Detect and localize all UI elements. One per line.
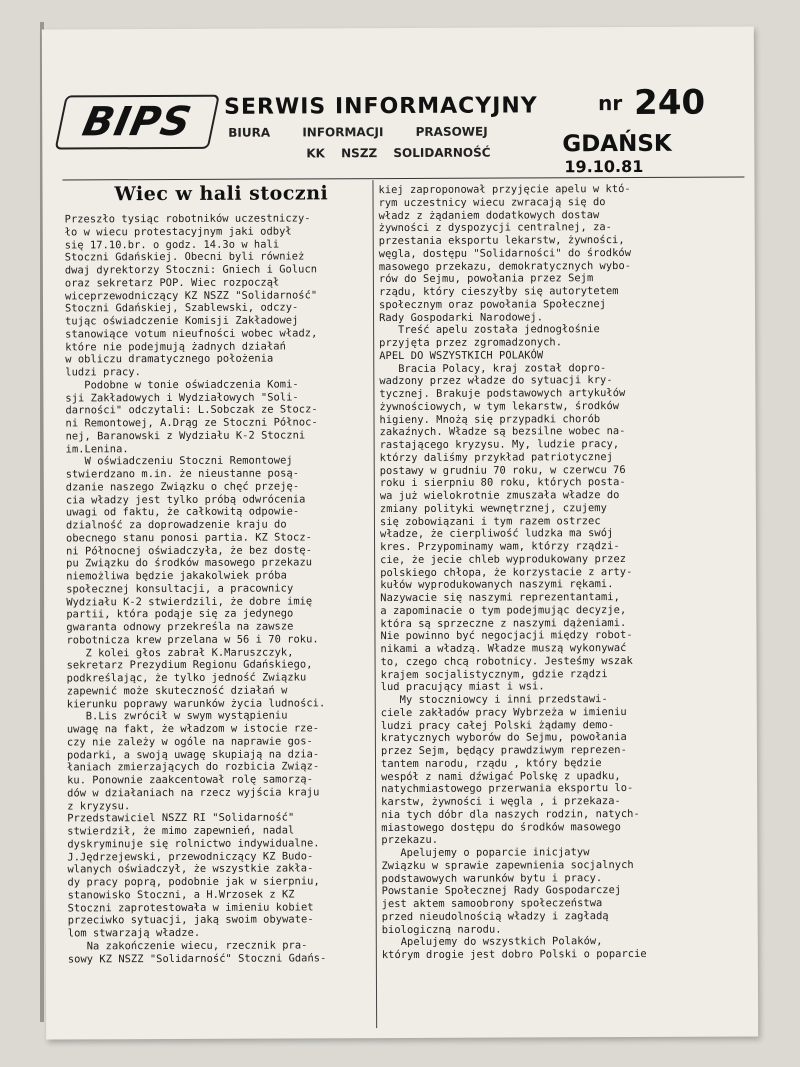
article-line: dy pracy poprą, podobnie jak w sierpniu, <box>67 875 320 889</box>
article-line: stanowisko Stoczni, a H.Wrzosek z KZ <box>67 888 295 902</box>
article-line: kułów wyprodukowanych naszymi rękami. <box>380 578 614 592</box>
article-line: zapewnić może skuteczność działań w <box>66 684 288 698</box>
masthead-title: SERWIS INFORMACYJNY <box>224 93 538 120</box>
article-line: ludzi pracy. <box>65 366 141 379</box>
article-line: tując oświadczenie Komisji Zakładowej <box>65 314 299 328</box>
article-line: oraz sekretarz POP. Wiec rozpoczął <box>64 276 280 290</box>
article-line: ku. Ponownie zaakcentował rolę samorzą- <box>67 773 314 787</box>
article-line: polskiego chłopa, że korzystacie z arty- <box>380 565 633 579</box>
article-line: żywności z dyspozycji centralnej, za- <box>378 221 613 235</box>
article-line: nikami a władzą. Władze muszą wykonywać <box>380 642 627 656</box>
article-line: Stoczni Gdańskiej, Szablewski, odczy- <box>64 301 299 315</box>
article-line: sekretarz Prezydium Regionu Gdańskiego, <box>66 658 313 672</box>
article-line: nia tych dóbr dla naszych rodzin, natych- <box>381 807 640 821</box>
article-line: Na zakończenie wiecu, rzecznik pra- <box>67 939 308 953</box>
article-line: jest aktem samoobrony społeczeństwa <box>381 897 603 911</box>
article-line: stwierdzano m.in. że nieustanne posą- <box>65 467 300 481</box>
article-line: uwagę na fakt, że władzom w istocie rze- <box>66 722 320 736</box>
article-line: Podobne w tonie oświadczenia Komi- <box>65 378 299 392</box>
article-line: sji Zakładowych i Wydziałowych "Soli- <box>65 390 299 404</box>
article-line: węgla, dostępu "Solidarności" do środków <box>378 246 632 260</box>
article-line: miastowego dostępu do środków masowego <box>381 820 621 834</box>
article-line: podkreślając, że tylko jedność Związku <box>66 671 307 685</box>
article-line: społecznym oraz powołania Społecznej <box>378 297 607 311</box>
article-line: niemożliwa będzie jakakolwiek próba <box>66 569 287 583</box>
article-line: zakaźnych. Władze są bezsilne wobec na- <box>379 425 626 439</box>
article-line: rów do Sejmu, powołania przez Sejm <box>378 272 594 286</box>
article-line: roku i sierpniu 80 roku, których posta- <box>379 476 626 490</box>
article-line: dyskryminuje się rolnictwo indywidualne. <box>67 837 320 851</box>
article-line: tantem narodu, rządu , który będzie <box>380 756 602 770</box>
article-line: którym drogie jest dobro Polski o poparcie <box>381 947 647 962</box>
article-line: przeciwko sytuacji, jaką swoim obywate- <box>67 913 314 927</box>
article-line: W oświadczeniu Stoczni Remontowej <box>65 454 293 468</box>
article-line: w obliczu dramatycznego położenia <box>65 352 274 366</box>
article-line: natychmiastowego przerwania eksportu lo- <box>381 782 634 796</box>
article-line: cie, że jecie chleb wyprodukowany przez <box>380 552 627 566</box>
article-line: Treść apelu została jednogłośnie <box>379 323 600 337</box>
article-headline: Wiec w hali stoczni <box>114 182 329 206</box>
article-line: wespół z nami dźwigać Polskę z upadku, <box>381 769 621 783</box>
article-line: wiceprzewodniczący KZ NSZZ "Solidarność" <box>64 288 318 302</box>
article-line: stwierdził, że mimo zapewnień, nadal <box>67 824 295 838</box>
article-line: wa już wielokrotnie zmuszała władze do <box>379 489 620 503</box>
article-line: Wydziału K-2 stwierdzili, że dobre imię <box>66 594 313 608</box>
article-line: dów w działaniach na rzecz wyjścia kraju <box>67 786 320 800</box>
article-line: dwaj dyrektorzy Stoczni: Gniech i Golucn <box>64 263 318 277</box>
article-line: Przeszło tysiąc robotników uczestniczy- <box>64 212 311 226</box>
article-line: My stoczniowcy i inni przedstawi- <box>380 693 608 707</box>
article-line: przez Sejm, będący prawdziwym reprezen- <box>380 744 627 758</box>
article-line: przestania eksportu lekarstw, żywności, <box>378 234 625 248</box>
article-line: masowego przekazu, demokratycznych wybo- <box>378 259 632 273</box>
article-line: władze, że cierpliwość ludzka ma swój <box>379 527 614 541</box>
article-line: sowy KZ NSZZ "Solidarność" Stoczni Gdańs- <box>67 951 327 965</box>
article-line: darności" odczytali: L.Sobczak ze Stocz- <box>65 403 318 417</box>
masthead-subtitle-1: BIURA INFORMACJI PRASOWEJ <box>228 124 488 140</box>
article-line: Przedstawiciel NSZZ RI "Solidarność" <box>67 811 295 825</box>
article-line: łaniach zmierzających do rozbicia Związ- <box>66 760 320 774</box>
article-line: lom stwarzają władze. <box>67 926 201 940</box>
article-line: stanowiące votum nieufności wobec władz, <box>65 327 318 341</box>
article-line: Apelujemy o poparcie inicjatyw <box>381 846 590 860</box>
article-line: krajem socjalistycznym, gdzie rządzi <box>380 667 608 681</box>
article-line: rządu, który cieszyłby się autorytetem <box>378 285 619 299</box>
article-line: Nie powinno być negocjacji między robot- <box>380 629 633 643</box>
article-line: gwaranta odnowy przekreśla na zawsze <box>66 620 294 634</box>
article-line: J.Jędrzejewski, przewodniczący KZ Budo- <box>67 849 314 863</box>
article-line: które nie podejmują żadnych działań <box>65 339 286 353</box>
article-line: ni Północnej oświadczyła, że bez dostę- <box>66 543 313 557</box>
article-line: czy nie zależy w ogóle na naprawie gos- <box>66 735 313 749</box>
article-line: która są sprzeczne z naszymi dążeniami. <box>380 616 627 630</box>
article-line: przyjęta przez zgromadzonych. <box>379 336 563 350</box>
article-line: lud pracujący miast i wsi. <box>380 680 545 694</box>
article-line: robotnicza krew przelana w 56 i 70 roku. <box>66 633 319 647</box>
article-line: postawy w grudniu 70 roku, w czerwcu 76 <box>379 463 626 477</box>
article-line: nej, Baranowski z Wydziału K-2 Stoczni <box>65 429 306 443</box>
article-line: Nazywacie się naszymi reprezentantami, <box>380 591 620 605</box>
article-right-column <box>378 182 747 961</box>
article-line: wadzony przez władze do sytuacji kry- <box>379 374 613 388</box>
article-line: tycznej. Brakuje podstawowych artykułów <box>379 387 626 401</box>
article-line: ciele zakładów pracy Wybrzeża w imieniu <box>380 705 627 719</box>
article-line: Stoczni Gdańskiej. Obecni byli również <box>64 250 305 264</box>
article-line: żywnościowych, w tym lekarstw, środków <box>379 399 620 413</box>
article-line: władz z żądaniem dodatkowych dostaw <box>378 208 600 222</box>
article-line: Rady Gospodarki Narodowej. <box>379 310 544 324</box>
article-line: partii, która podąje się za jedynego <box>66 607 294 621</box>
article-line: rym uczestnicy wiecu zwracają się do <box>378 195 606 209</box>
article-line: społecznej konsultacji, a pracownicy <box>66 582 294 596</box>
article-line: higieny. Mnożą się przypadki chorób <box>379 412 601 426</box>
article-line: podarki, a swoją uwagę skupiają na dzia- <box>66 747 320 761</box>
article-left-column <box>65 212 374 966</box>
issue-number-label: nr <box>598 91 623 116</box>
article-line: dzialność za doprowadzenie kraju do <box>65 518 287 532</box>
logo-text: BIPS <box>78 98 196 146</box>
masthead-subtitle-2: KK NSZZ SOLIDARNOŚĆ <box>306 145 491 161</box>
article-line: dzanie naszego Związku o chęć przeję- <box>65 480 300 494</box>
article-line: kierunku poprawy warunków życia ludności. <box>66 696 326 710</box>
article-line: im.Lenina. <box>65 442 129 455</box>
article-line: którzy daliśmy przykład patriotycznej <box>379 450 614 464</box>
article-line: Stoczni zaprotestowała w imieniu kobiet <box>67 900 314 914</box>
bips-logo <box>55 95 220 150</box>
article-line: się zobowiązani i tym razem ostrzec <box>379 514 601 528</box>
article-line: a zapominacie o tym podejmując decyzje, <box>380 603 627 617</box>
article-line: się 17.10.br. o godz. 14.3o w hali <box>64 238 280 251</box>
article-line: przed nieudolnością władzy i zagładą <box>381 909 609 923</box>
article-line: B.Lis zwrócił w swym wystąpieniu <box>66 709 288 723</box>
article-line: obecnego stanu ponosi partia. KZ Stocz- <box>65 531 312 545</box>
article-line: ło w wiecu protestacyjnym jaki odbył <box>64 225 292 239</box>
issue-date: 19.10.81 <box>564 156 644 177</box>
article-line: przekazu. <box>381 834 439 847</box>
article-line: pu Związku do środków masowego przekazu <box>66 556 313 570</box>
article-line: Apelujemy do wszystkich Polaków, <box>381 935 603 949</box>
article-line: wlanych oświadczył, że wszystkie zakła- <box>67 862 314 876</box>
article-line: podstawowych warunków bytu i pracy. <box>381 871 603 885</box>
article-line: Bracia Polacy, kraj został dopro- <box>379 361 607 375</box>
article-line: kiej zaproponował przyjęcie apelu w któ- <box>378 182 631 197</box>
article-line: kres. Przypominamy wam, którzy rządzi- <box>380 540 620 554</box>
article-line: biologiczną narodu. <box>381 923 502 936</box>
issue-number: 240 <box>634 82 706 123</box>
article-line: z kryzysu. <box>67 799 131 812</box>
newsletter-page <box>42 26 758 1039</box>
article-line: zmiany polityki wewnętrznej, czujemy <box>379 501 607 515</box>
article-line: Z kolei głos zabrał K.Maruszczyk, <box>66 645 294 659</box>
article-line: ni Remontowej, A.Drąg ze Stoczni Północ- <box>65 416 318 430</box>
article-line: rastającego kryzysu. My, ludzie pracy, <box>379 438 620 452</box>
article-line: kratycznych wyborów do Sejmu, powołania <box>380 731 627 745</box>
article-line: Powstanie Społecznej Rady Gospodarczej <box>381 884 622 898</box>
article-line: APEL DO WSZYSTKICH POLAKÓW <box>379 349 544 362</box>
article-line: uwagi od faktu, że całkowitą odpowie- <box>65 505 300 519</box>
article-line: Związku w sprawie zapewnienia socjalnych <box>381 858 634 872</box>
masthead-city: GDAŃSK <box>562 130 672 158</box>
article-line: to, czego chcą robotnicy. Jesteśmy wszak <box>380 654 633 668</box>
header-divider <box>62 176 744 180</box>
article-line: ludzi pracy całej Polski żądamy demo- <box>380 718 615 732</box>
article-line: cia władzy jest tylko próbą odwrócenia <box>65 492 306 506</box>
article-line: karstw, żywności i węgla , i przekaza- <box>381 795 621 809</box>
